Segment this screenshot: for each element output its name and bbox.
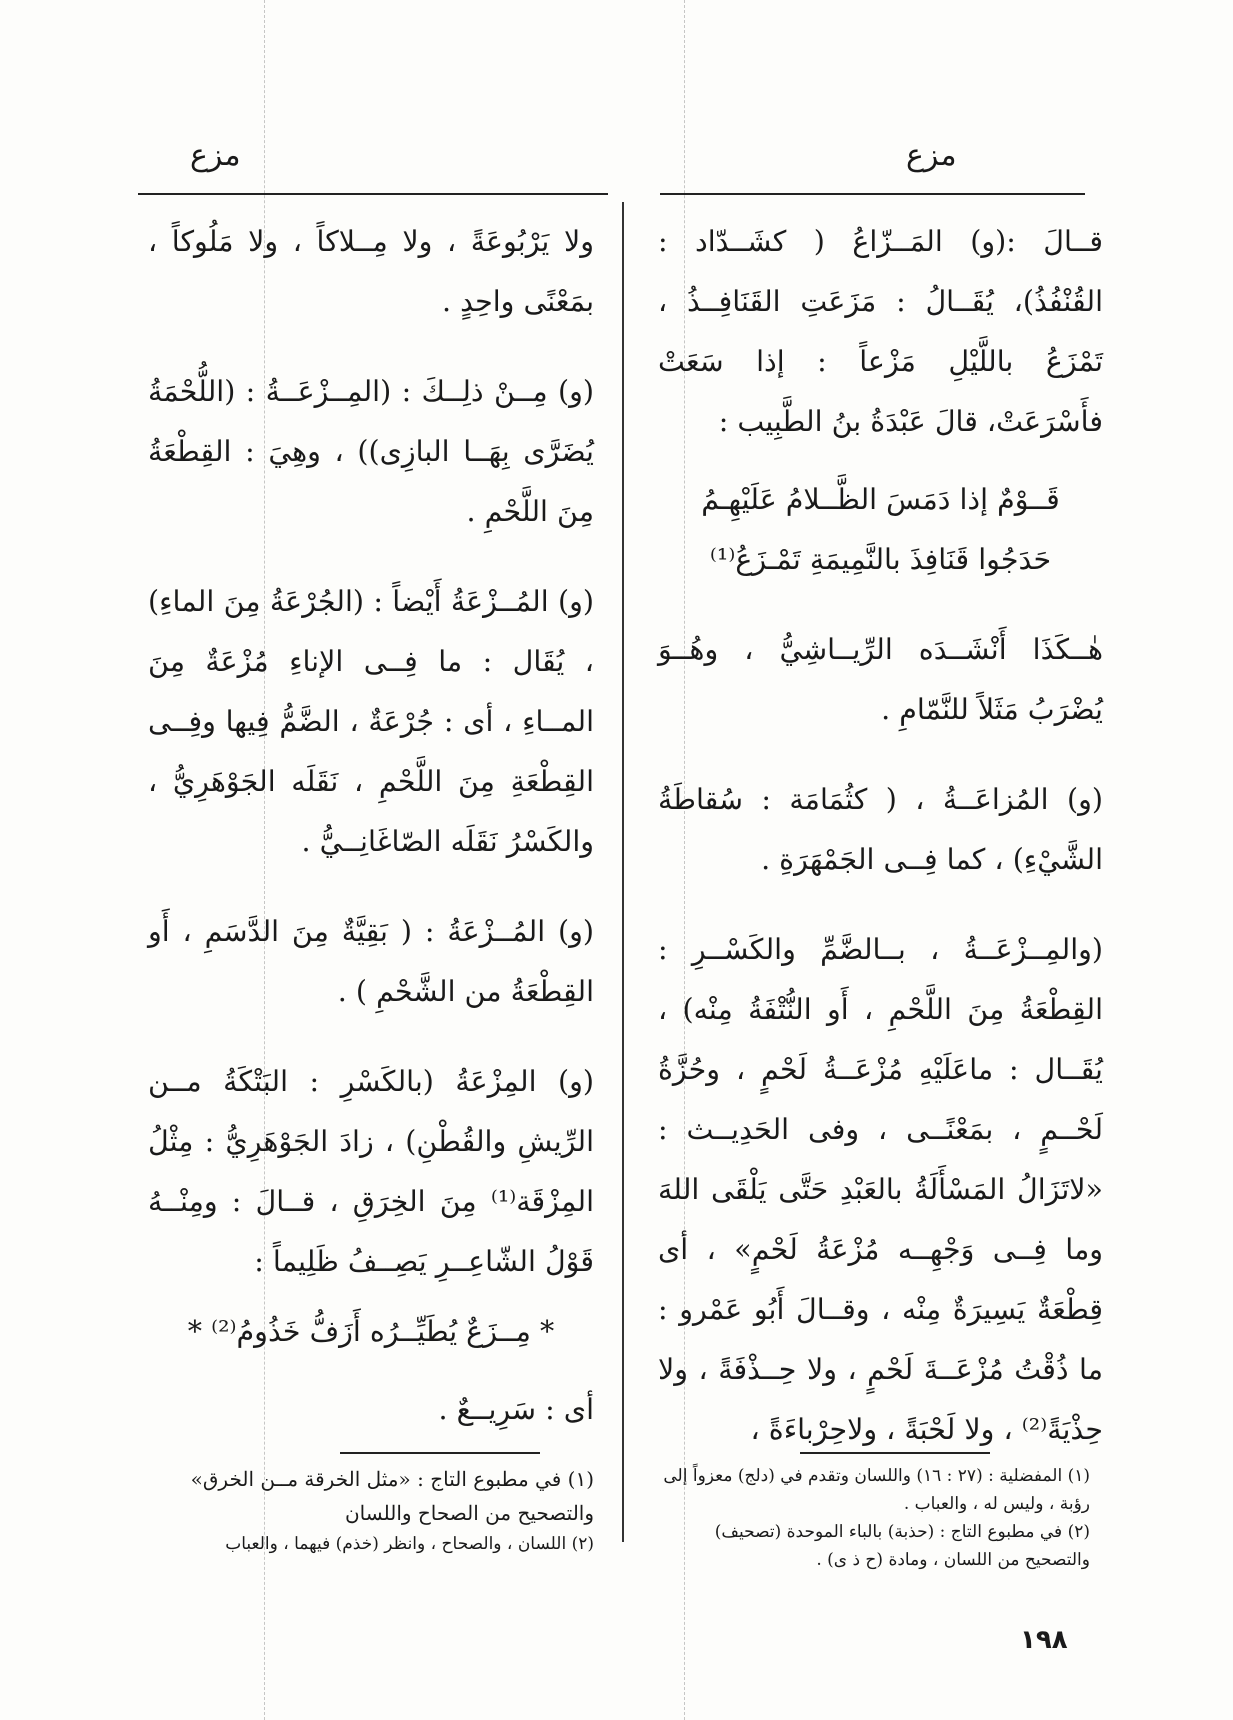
header-rule-right [660, 193, 1085, 195]
entry-paragraph: (و) المِزْعَةُ (بالكَسْرِ : البَتْكَةُ مــن الرِّيشِ والقُطْنِ) ، زادَ الجَوْهَرِيُّ : مِثْلُ المِزْقَة⁽¹⁾ مِنَ الخِرَقِ ، قــالَ : ومِنْــهُ قَوْلُ الشّاعِــرِ يَصِــفُ ظَلِيماً : [148, 1065, 594, 1278]
footnote-rule-right [800, 1452, 990, 1454]
entry-paragraph: (و) المُزاعَــةُ ، ( كثُمَامَة : سُقاطَةُ الشَّيْءِ) ، كما فِــى الجَمْهَرَةِ . [658, 783, 1103, 876]
footnote: (١) المفضلية : (٢٧ : ١٦) واللسان وتقدم في (دلج) معزواً إلى رؤبة ، وليس له ، والعباب . [663, 1466, 1090, 1514]
poem-line: * مِــزَعٌ يُطَيِّــرُه أَزَفُّ خَذُومُ⁽²⁾ * [187, 1315, 555, 1348]
footnote: (٢) اللسان ، والصحاح ، وانظر (خذم) فيهما ، والعباب [225, 1534, 594, 1554]
entry-paragraph: هٰــكَذَا أَنْشَــدَه الرِّيــاشِيُّ ، وهُــوَ يُضْرَبُ مَثَلاً للنَّمّامِ . [658, 633, 1103, 726]
footnote-rule-left [340, 1452, 540, 1454]
poem-line: حَدَجُوا قَنَافِذَ بالنَّمِيمَةِ تَمْـزَعُ⁽¹⁾ [709, 543, 1052, 576]
footnote: (٢) في مطبوع التاج : (حذبة) بالباء الموحدة (تصحيف) والتصحيح من اللسان ، ومادة (ح ذ ى) . [714, 1522, 1090, 1570]
entry-paragraph: أى : سَرِيــعٌ . [438, 1393, 594, 1426]
entry-paragraph: (والمِــزْعَــةُ ، بــالضَّمِّ والكَسْــرِ : القِطْعَةُ مِنَ اللَّحْمِ ، أَو النُّتْفَةُ مِنْه) ، يُقَــال : ماعَلَيْهِ مُزْعَــةُ لَحْمٍ ، وحُزَّةُ لَحْــمٍ ، بمَعْنًــى ، وفى الحَدِيــث : «لاتَزَالُ المَسْأَلَةُ بالعَبْدِ حَتَّى يَلْقَى اللهَ وما فِــى وَجْهِــه مُزْعَةُ لَحْمٍ» ، أى قِطْعَةٌ يَسِيرَةٌ مِنْه ، وقــالَ أَبُو عَمْرو : ما ذُقْتُ مُزْعَــةَ لَحْمٍ ، ولا حِــذْفَةً ، ولا حِذْيَةً⁽²⁾ ، ولا لَحْبَةً ، ولاحِرْباءَةً ، [658, 933, 1103, 1446]
entry-paragraph: (و) المُــزْعَةُ أَيْضاً : (الجُرْعَةُ مِنَ الماءِ) ، يُقَال : ما فِــى الإناءِ مُزْعَةٌ مِنَ المــاءِ ، أى : جُرْعَةٌ ، الضَّمُّ فِيها وفِــى القِطْعَةِ مِنَ اللَّحْمِ ، نَقَلَه الجَوْهَرِيُّ ، والكَسْرُ نَقَلَه الصّاغَانِــيُّ . [148, 585, 594, 858]
column-separator [622, 202, 624, 1542]
header-rule-left [138, 193, 608, 195]
footnotes-right [658, 1462, 1090, 1574]
footnote: (١) في مطبوع التاج : «مثل الخرقة مــن الخرق» والتصحيح من الصحاح واللسان [190, 1467, 594, 1525]
running-header-right: مزع [906, 138, 957, 173]
page-number: ١٩٨ [1020, 1625, 1068, 1655]
entry-paragraph: (و) المُــزْعَةُ : ( بَقِيَّةٌ مِنَ الدَّسَمِ ، أَو القِطْعَةُ من الشَّحْمِ ) . [148, 915, 594, 1008]
right-column [658, 212, 1103, 1490]
footnotes-left [148, 1462, 594, 1558]
running-header-left: مزع [190, 138, 241, 173]
entry-paragraph: قــالَ :(و) المَــزّاعُ ( كشَــدّاد : القُنْفُذُ)، يُقَــالُ : مَزَعَتِ القَنَافِــذُ ، تَمْزَعُ باللَّيْلِ مَزْعاً : إذا سَعَتْ فأَسْرَعَتْ، قالَ عَبْدَةُ بنُ الطَّبِيب : [658, 225, 1103, 438]
poem-line: قَــوْمٌ إذا دَمَسَ الظَّــلامُ عَلَيْهِـمُ [701, 483, 1060, 516]
left-column [148, 212, 594, 1470]
entry-paragraph: ولا يَرْبُوعَةً ، ولا مِــلاكاً ، ولا مَلُوكاً ، بمَعْنًى واحِدٍ . [148, 225, 594, 318]
entry-paragraph: (و) مِــنْ ذلِــكَ : (المِــزْعَــةُ : (اللُّحْمَةُ يُضَرَّى بِهَــا البازِى)) ، وهِيَ : القِطْعَةُ مِنَ اللَّحْمِ . [148, 375, 594, 528]
